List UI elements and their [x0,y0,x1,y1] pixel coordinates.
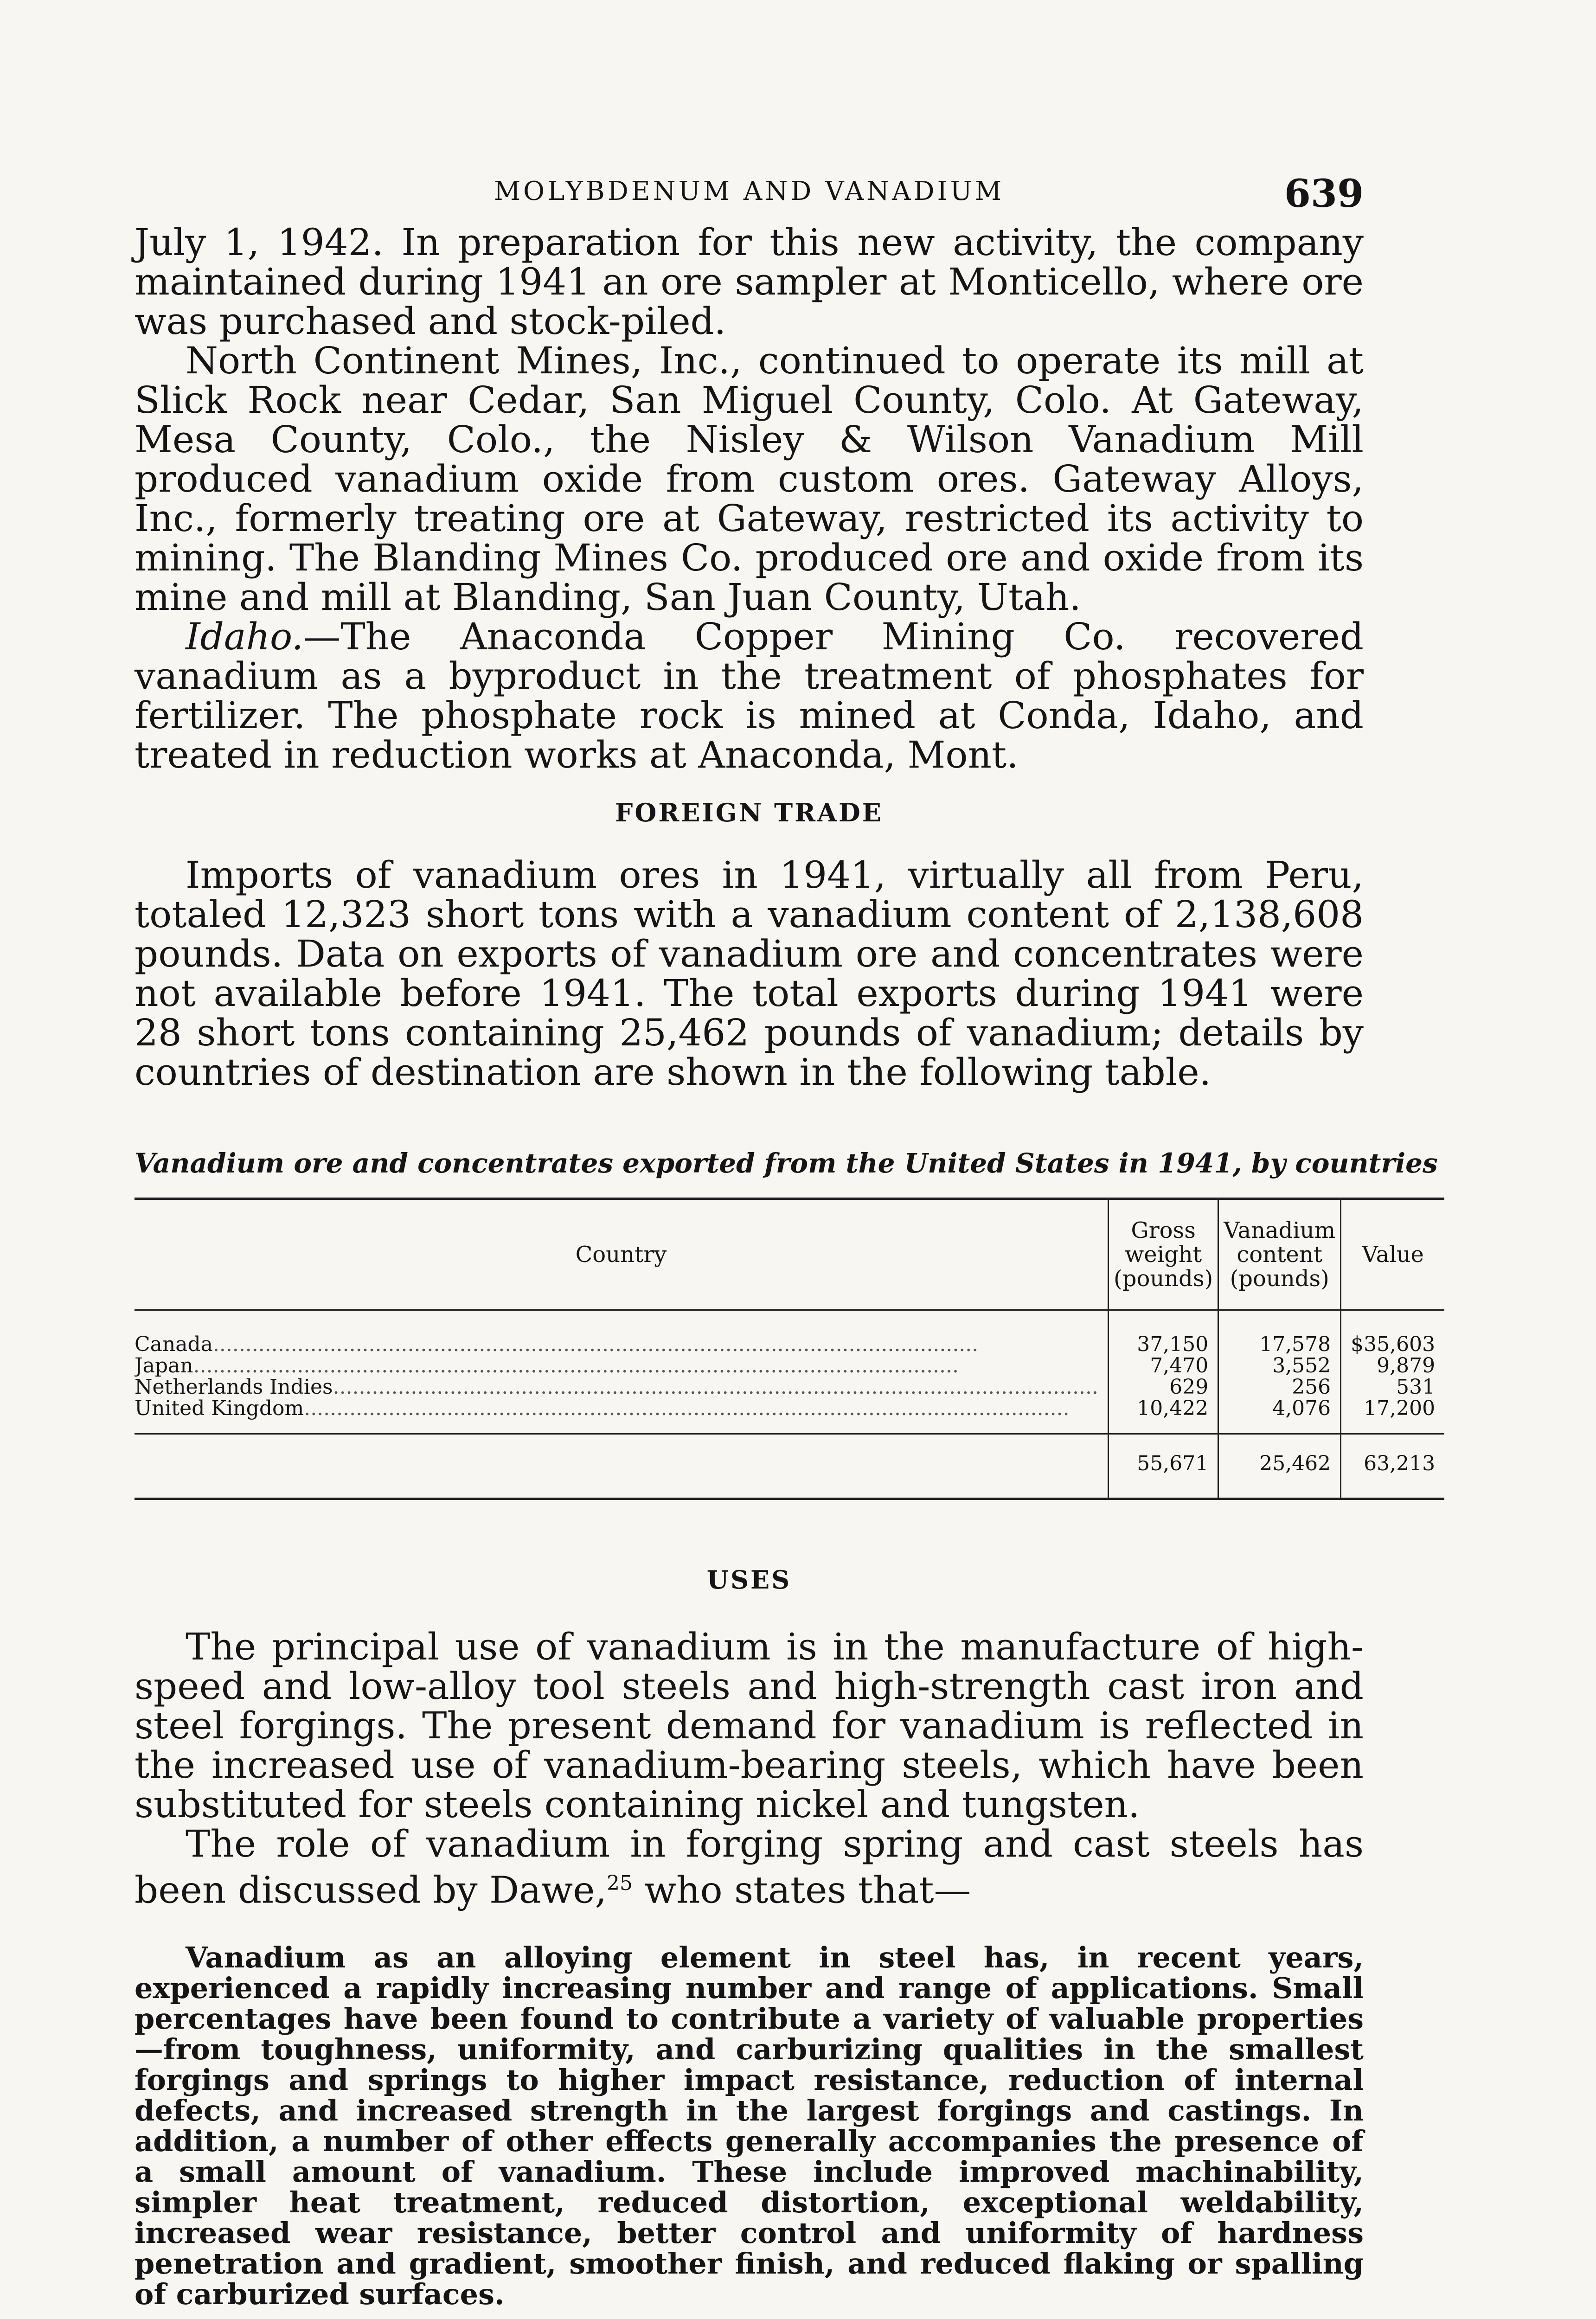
paragraph-north-continent: North Continent Mines, Inc., continued to operate its mill at Slick Rock near Cedar, San Miguel County, Colo. At Gateway, Mesa County, Colo., the Nisley & Wilson Vanadium Mill produced vanadium oxide from custom ores. Gateway Alloys, Inc., formerly treating ore at Gateway, restricted its activity to mining. The Blanding Mines Co. produced ore and oxide from its mine and mill at Blanding, San Juan County, Utah. [135,339,1364,619]
paragraph-uses-role: The role of vanadium in forging spring and cast steels has been discussed by Dawe,$^{25}$ who states that— [135,1822,1364,1912]
running-head [135,172,1364,223]
col-header-vanadium-content: Vanadium content (pounds) [1218,1199,1341,1310]
cell-vanadium: 4,076 [1218,1398,1341,1434]
paragraph-idaho [135,617,1364,775]
cell-value: 17,200 [1341,1398,1444,1434]
col-header-country: Country [135,1199,1108,1310]
cell-total-blank [135,1434,1108,1499]
paragraph-uses-principal: The principal use of vanadium is in the manufacture of high-speed and low-alloy tool steels and high-strength cast iron and steel forgings. The present demand for vanadium is reflected in the increased use of vanadium-bearing steels, which have been substituted for steels containing nickel and tungsten. [135,1625,1364,1826]
paragraph-foreign-trade: Imports of vanadium ores in 1941, virtually all from Peru, totaled 12,323 short tons with a vanadium content of 2,138,608 pounds. Data on exports of vanadium ore and concentrates were not available before 1941. The total exports during 1941 were 28 short tons containing 25,462 pounds of vanadium; details by countries of destination are shown in the following table. [135,853,1364,1094]
heading-uses: USES [706,1565,792,1595]
exports-table [135,1198,1444,1500]
col-header-value: Value [1341,1199,1444,1310]
table-row [135,1377,1444,1398]
heading-foreign-trade: FOREIGN TRADE [615,798,883,827]
cell-total-vanadium: 25,462 [1218,1434,1341,1499]
table-header-row [135,1199,1444,1310]
idaho-lead: Idaho. [186,615,304,658]
table-total-row [135,1434,1444,1499]
table-row [135,1398,1444,1434]
document-page [135,172,1438,2319]
cell-value: 9,879 [1341,1355,1444,1377]
cell-gross: 629 [1108,1377,1218,1398]
cell-vanadium: 17,578 [1218,1310,1341,1356]
col-header-gross-weight: Gross weight (pounds) [1108,1199,1218,1310]
cell-vanadium: 3,552 [1218,1355,1341,1377]
cell-value: 531 [1341,1377,1444,1398]
cell-value: $35,603 [1341,1310,1444,1356]
cell-vanadium: 256 [1218,1377,1341,1398]
table-row [135,1355,1444,1377]
cell-country: United Kingdom...................................................................................................................... [135,1398,1070,1420]
idaho-body: —The Anaconda Copper Mining Co. recovered vanadium as a byproduct in the treatment of phosphates for fertilizer. The phosphate rock is mined at Conda, Idaho, and treated in reduction works at Anaconda, Mont. [135,615,1364,776]
cell-total-value: 63,213 [1341,1434,1444,1499]
running-title: MOLYBDENUM AND VANADIUM [494,176,1005,206]
cell-country: Canada...................................................................................................................... [135,1332,979,1355]
cell-country: Netherlands Indies...................................................................................................................... [135,1377,1098,1398]
cell-country: Japan...................................................................................................................... [135,1355,959,1377]
cell-gross: 10,422 [1108,1398,1218,1434]
cell-gross: 7,470 [1108,1355,1218,1377]
cell-total-gross: 55,671 [1108,1434,1218,1499]
cell-gross: 37,150 [1108,1310,1218,1356]
block-quote: Vanadium as an alloying element in steel has, in recent years, experienced a rapidly increasing number and range of applications. Small percentages have been found to contribute a variety of valuable properties—from toughness, uniformity, and carburizing qualities in the smallest forgings and springs to higher impact resistance, reduction of internal defects, and increased strength in the largest forgings and castings. In addition, a number of other effects generally accompanies the presence of a small amount of vanadium. These include improved machinability, simpler heat treatment, reduced distortion, exceptional weldability, increased wear resistance, better control and uniformity of hardness penetration and gradient, smoother finish, and reduced flaking or spalling of carburized surfaces. [135,1940,1364,2311]
page-number: 639 [1284,172,1364,216]
paragraph-continuation: July 1, 1942. In preparation for this new activity, the company maintained during 1941 an ore sampler at Monticello, where ore was purchased and stock-piled. [135,221,1364,343]
table-caption: Vanadium ore and concentrates exported from the United States in 1941, by countries [135,1147,1438,1179]
footnote-ref[interactable]: 25 [607,1871,633,1895]
table-row [135,1310,1444,1356]
